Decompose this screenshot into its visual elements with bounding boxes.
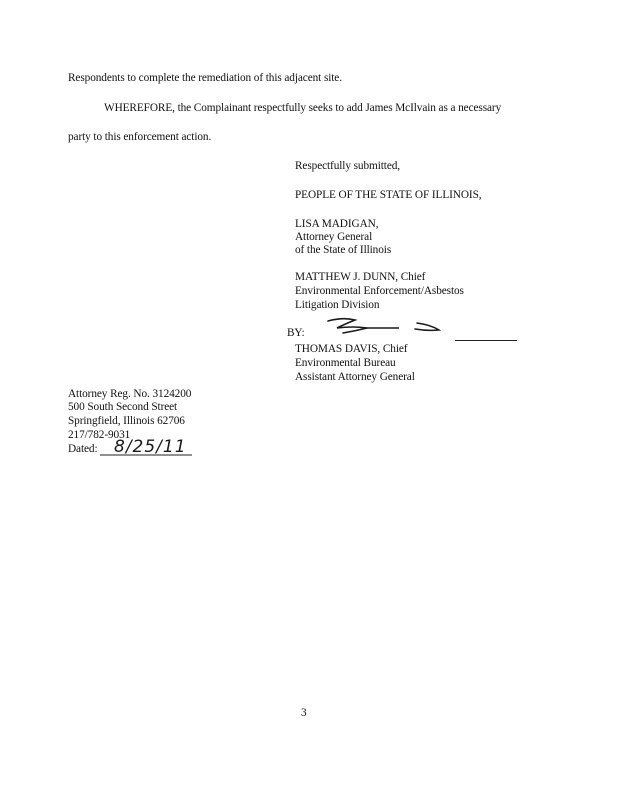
chief-title-line-2: Litigation Division — [295, 299, 380, 311]
closing: Respectfully submitted, — [295, 160, 401, 172]
signer-title-line-1: Environmental Bureau — [295, 357, 396, 369]
signature-line — [455, 340, 517, 341]
city-address: Springfield, Illinois 62706 — [68, 415, 185, 427]
body-line-1: Respondents to complete the remediation of this adjacent site. — [68, 72, 342, 84]
chief-title-line-1: Environmental Enforcement/Asbestos — [295, 285, 464, 297]
signer-name: THOMAS DAVIS, Chief — [295, 343, 408, 355]
signer-title-line-2: Assistant Attorney General — [295, 371, 415, 383]
dated-value-text: 8/25/11 — [114, 437, 187, 457]
phone-number: 217/782-9031 — [68, 429, 131, 441]
chief-name: MATTHEW J. DUNN, Chief — [295, 271, 426, 283]
attorney-general-title: Attorney General — [295, 231, 373, 243]
attorney-general-state: of the State of Illinois — [295, 244, 392, 256]
by-label: BY: — [287, 327, 305, 339]
party-name: PEOPLE OF THE STATE OF ILLINOIS, — [295, 189, 482, 201]
street-address: 500 South Second Street — [68, 401, 178, 413]
body-line-3: party to this enforcement action. — [68, 131, 212, 143]
page-number: 3 — [301, 707, 307, 719]
dated-label: Dated: — [68, 443, 98, 455]
attorney-general-name: LISA MADIGAN, — [295, 218, 379, 230]
handwritten-signature — [325, 315, 455, 337]
dated-value — [100, 436, 195, 463]
attorney-reg-number: Attorney Reg. No. 3124200 — [68, 388, 192, 400]
body-line-2: WHEREFORE, the Complainant respectfully seeks to add James McIlvain as a necessary — [104, 102, 502, 114]
